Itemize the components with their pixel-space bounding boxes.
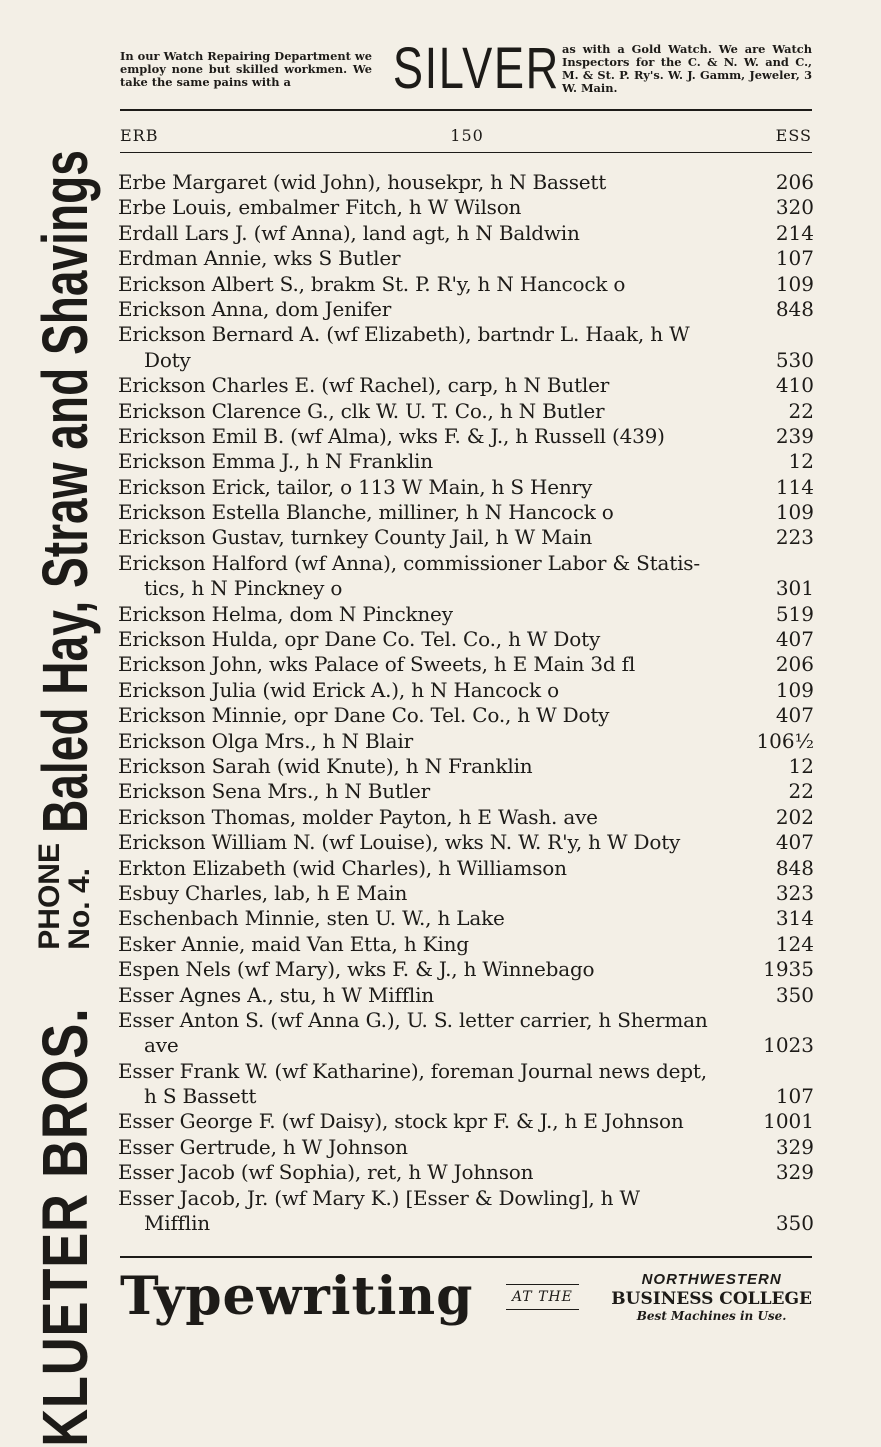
entry-number: 407 xyxy=(775,627,814,652)
entry-text: Erickson Charles E. (wf Rachel), carp, h N Butler xyxy=(118,373,610,398)
entry-number: 350 xyxy=(775,1211,814,1236)
top-ad-center xyxy=(372,36,562,101)
entry-number: 202 xyxy=(775,804,814,829)
entry-text: h S Bassett xyxy=(144,1084,257,1109)
listing-entry-continuation xyxy=(118,1033,814,1058)
listing-entry xyxy=(118,627,814,652)
listing-entry-continuation xyxy=(118,576,814,601)
guide-word-right: ESS xyxy=(775,125,812,145)
entry-number: 407 xyxy=(775,703,814,728)
entry-text: Erickson William N. (wf Louise), wks N. W. R'y, h W Doty xyxy=(118,830,681,855)
listing-entry-continuation xyxy=(118,1084,814,1109)
listing-entry xyxy=(118,525,814,550)
top-ad-left-text: In our Watch Repairing Department we employ none but skilled workmen. We take the same pains with a xyxy=(120,48,372,89)
top-advertisement xyxy=(120,38,812,100)
entry-number: 329 xyxy=(775,1134,814,1159)
listing-entry xyxy=(118,1059,814,1084)
entry-text: Esser George F. (wf Daisy), stock kpr F. & J., h E Johnson xyxy=(118,1109,684,1134)
entry-text: Mifflin xyxy=(144,1211,210,1236)
entry-text: Esser Jacob, Jr. (wf Mary K.) [Esser & Dowling], h W xyxy=(118,1185,640,1210)
entry-text: Erickson Clarence G., clk W. U. T. Co., h N Butler xyxy=(118,398,605,423)
listing-entry xyxy=(118,602,814,627)
entry-number: 124 xyxy=(775,931,814,956)
listing-entry xyxy=(118,500,814,525)
entry-text: ave xyxy=(144,1033,179,1058)
entry-text: Doty xyxy=(144,347,191,372)
entry-text: Erickson Helma, dom N Pinckney xyxy=(118,601,453,626)
entry-number: 848 xyxy=(775,855,814,880)
entry-text: Erickson Minnie, opr Dane Co. Tel. Co., h W Doty xyxy=(118,703,610,728)
at-the-label: AT THE xyxy=(506,1284,579,1310)
advertiser-name: KLUETER BROS. xyxy=(29,1007,101,1447)
listing-entry xyxy=(118,957,814,982)
entry-text: Erickson Erick, tailor, o 113 W Main, h S Henry xyxy=(118,474,593,499)
entry-number: 530 xyxy=(775,347,814,372)
listing-entry xyxy=(118,729,814,754)
bottom-advertisement xyxy=(120,1262,812,1332)
entry-text: Erickson Emma J., h N Franklin xyxy=(118,449,433,474)
listing-entry xyxy=(118,754,814,779)
entry-number: 350 xyxy=(775,982,814,1007)
entry-text: Erickson Estella Blanche, milliner, h N Hancock o xyxy=(118,500,614,525)
listing-entry xyxy=(118,932,814,957)
entry-text: Erkton Elizabeth (wid Charles), h Williamson xyxy=(118,855,567,880)
listing-entry xyxy=(118,1160,814,1185)
college-name-line1: NORTHWESTERN xyxy=(641,1270,782,1288)
listing-entry xyxy=(118,475,814,500)
header-rule xyxy=(120,109,812,111)
entry-number: 1001 xyxy=(763,1109,814,1134)
listing-entry xyxy=(118,424,814,449)
advertised-wares: Baled Hay, Straw and Shavings xyxy=(29,150,101,834)
entry-text: Erbe Louis, embalmer Fitch, h W Wilson xyxy=(118,195,522,220)
guide-word-left: ERB xyxy=(120,125,159,145)
listing-entry xyxy=(118,399,814,424)
entry-number: 214 xyxy=(775,220,814,245)
phone-label: PHONE xyxy=(33,843,66,950)
listing-entry xyxy=(118,805,814,830)
entry-text: Esser Anton S. (wf Anna G.), U. S. letter carrier, h Sherman xyxy=(118,1007,708,1032)
entry-number: 223 xyxy=(775,525,814,550)
listing-entry-continuation xyxy=(118,1211,814,1236)
listing-entry xyxy=(118,449,814,474)
listing-entry xyxy=(118,779,814,804)
listing-entry xyxy=(118,1008,814,1033)
phone-number: No. 4. xyxy=(63,868,96,950)
listing-entry xyxy=(118,652,814,677)
listing-entry xyxy=(118,272,814,297)
entry-number: 314 xyxy=(775,906,814,931)
listing-entry xyxy=(118,551,814,576)
listing-entry xyxy=(118,170,814,195)
entry-number: 320 xyxy=(775,195,814,220)
entry-text: Erickson Bernard A. (wf Elizabeth), bartndr L. Haak, h W xyxy=(118,322,690,347)
entry-text: Erickson Sarah (wid Knute), h N Franklin xyxy=(118,753,533,778)
listing-entry xyxy=(118,221,814,246)
entry-number: 323 xyxy=(775,880,814,905)
listing-entry xyxy=(118,1135,814,1160)
listing-entry xyxy=(118,246,814,271)
typewriting-headline: Typewriting xyxy=(120,1266,474,1327)
listing-entry xyxy=(118,881,814,906)
entry-number: 109 xyxy=(775,500,814,525)
entry-number: 206 xyxy=(775,170,814,194)
entry-number: 109 xyxy=(775,271,814,296)
entry-number: 848 xyxy=(775,296,814,321)
entry-text: Erickson Albert S., brakm St. P. R'y, h N Hancock o xyxy=(118,271,626,296)
listing-entry xyxy=(118,703,814,728)
entry-number: 107 xyxy=(775,246,814,271)
entry-text: Erickson Gustav, turnkey County Jail, h W Main xyxy=(118,525,592,550)
listing-entry xyxy=(118,983,814,1008)
side-advertisement xyxy=(22,30,108,1447)
entry-text: Erickson Emil B. (wf Alma), wks F. & J., h Russell (439) xyxy=(118,423,665,448)
listing-entry xyxy=(118,1186,814,1211)
entry-text: Esbuy Charles, lab, h E Main xyxy=(118,880,408,905)
listing-entry xyxy=(118,906,814,931)
listing-entry xyxy=(118,1109,814,1134)
entry-number: 1023 xyxy=(763,1033,814,1058)
listing-entry xyxy=(118,195,814,220)
directory-listing xyxy=(118,170,814,1236)
entry-text: Esker Annie, maid Van Etta, h King xyxy=(118,931,469,956)
entry-text: Esser Frank W. (wf Katharine), foreman Journal news dept, xyxy=(118,1058,707,1083)
college-tagline: Best Machines in Use. xyxy=(636,1309,787,1323)
listing-entry xyxy=(118,373,814,398)
listing-entry xyxy=(118,856,814,881)
entry-text: Erickson John, wks Palace of Sweets, h E Main 3d fl xyxy=(118,652,636,677)
entry-number: 12 xyxy=(788,753,814,778)
entry-number: 114 xyxy=(775,474,814,499)
entry-text: Erickson Thomas, molder Payton, h E Wash. ave xyxy=(118,804,598,829)
entry-text: Erickson Julia (wid Erick A.), h N Hancock o xyxy=(118,677,559,702)
entry-text: Erickson Anna, dom Jenifer xyxy=(118,296,392,321)
entry-text: Erdall Lars J. (wf Anna), land agt, h N Baldwin xyxy=(118,220,580,245)
entry-text: Eschenbach Minnie, sten U. W., h Lake xyxy=(118,906,505,931)
entry-text: Erickson Sena Mrs., h N Butler xyxy=(118,779,430,804)
running-header xyxy=(120,118,812,153)
entry-number: 410 xyxy=(775,373,814,398)
entry-number: 106½ xyxy=(756,728,814,753)
entry-number: 329 xyxy=(775,1160,814,1185)
listing-entry-continuation xyxy=(118,348,814,373)
entry-text: Esser Agnes A., stu, h W Mifflin xyxy=(118,982,434,1007)
listing-entry xyxy=(118,322,814,347)
side-ad-text xyxy=(22,40,108,1447)
entry-text: Erbe Margaret (wid John), housekpr, h N Bassett xyxy=(118,170,607,194)
entry-text: Esser Gertrude, h W Johnson xyxy=(118,1134,408,1159)
listing-entry xyxy=(118,297,814,322)
listing-entry xyxy=(118,678,814,703)
entry-text: Erickson Olga Mrs., h N Blair xyxy=(118,728,413,753)
entry-text: tics, h N Pinckney o xyxy=(144,576,343,601)
entry-number: 301 xyxy=(775,576,814,601)
phone-block xyxy=(35,843,95,950)
college-block xyxy=(611,1271,812,1324)
entry-number: 22 xyxy=(788,398,814,423)
college-name-line2: BUSINESS COLLEGE xyxy=(611,1288,812,1309)
entry-text: Erickson Hulda, opr Dane Co. Tel. Co., h W Doty xyxy=(118,627,601,652)
entry-text: Erdman Annie, wks S Butler xyxy=(118,246,401,271)
entry-number: 239 xyxy=(775,423,814,448)
entry-number: 407 xyxy=(775,830,814,855)
listing-entry xyxy=(118,830,814,855)
entry-text: Erickson Halford (wf Anna), commissioner Labor & Statis- xyxy=(118,550,700,575)
top-ad-left xyxy=(120,50,372,89)
entry-number: 1935 xyxy=(763,957,814,982)
footer-rule xyxy=(120,1256,812,1258)
top-ad-right: as with a Gold Watch. We are Watch Inspectors for the C. & N. W. and C., M. & St. P. Ry's. W. J. Gamm, Jeweler, 3 W. Main. xyxy=(562,42,812,95)
entry-text: Espen Nels (wf Mary), wks F. & J., h Winnebago xyxy=(118,957,595,982)
entry-number: 206 xyxy=(775,652,814,677)
entry-number: 22 xyxy=(788,779,814,804)
page-number: 150 xyxy=(450,125,484,145)
entry-number: 12 xyxy=(788,449,814,474)
silver-headline: SILVER xyxy=(392,36,560,101)
entry-number: 107 xyxy=(775,1084,814,1109)
entry-number: 519 xyxy=(775,601,814,626)
entry-number: 109 xyxy=(775,677,814,702)
entry-text: Esser Jacob (wf Sophia), ret, h W Johnson xyxy=(118,1160,534,1185)
